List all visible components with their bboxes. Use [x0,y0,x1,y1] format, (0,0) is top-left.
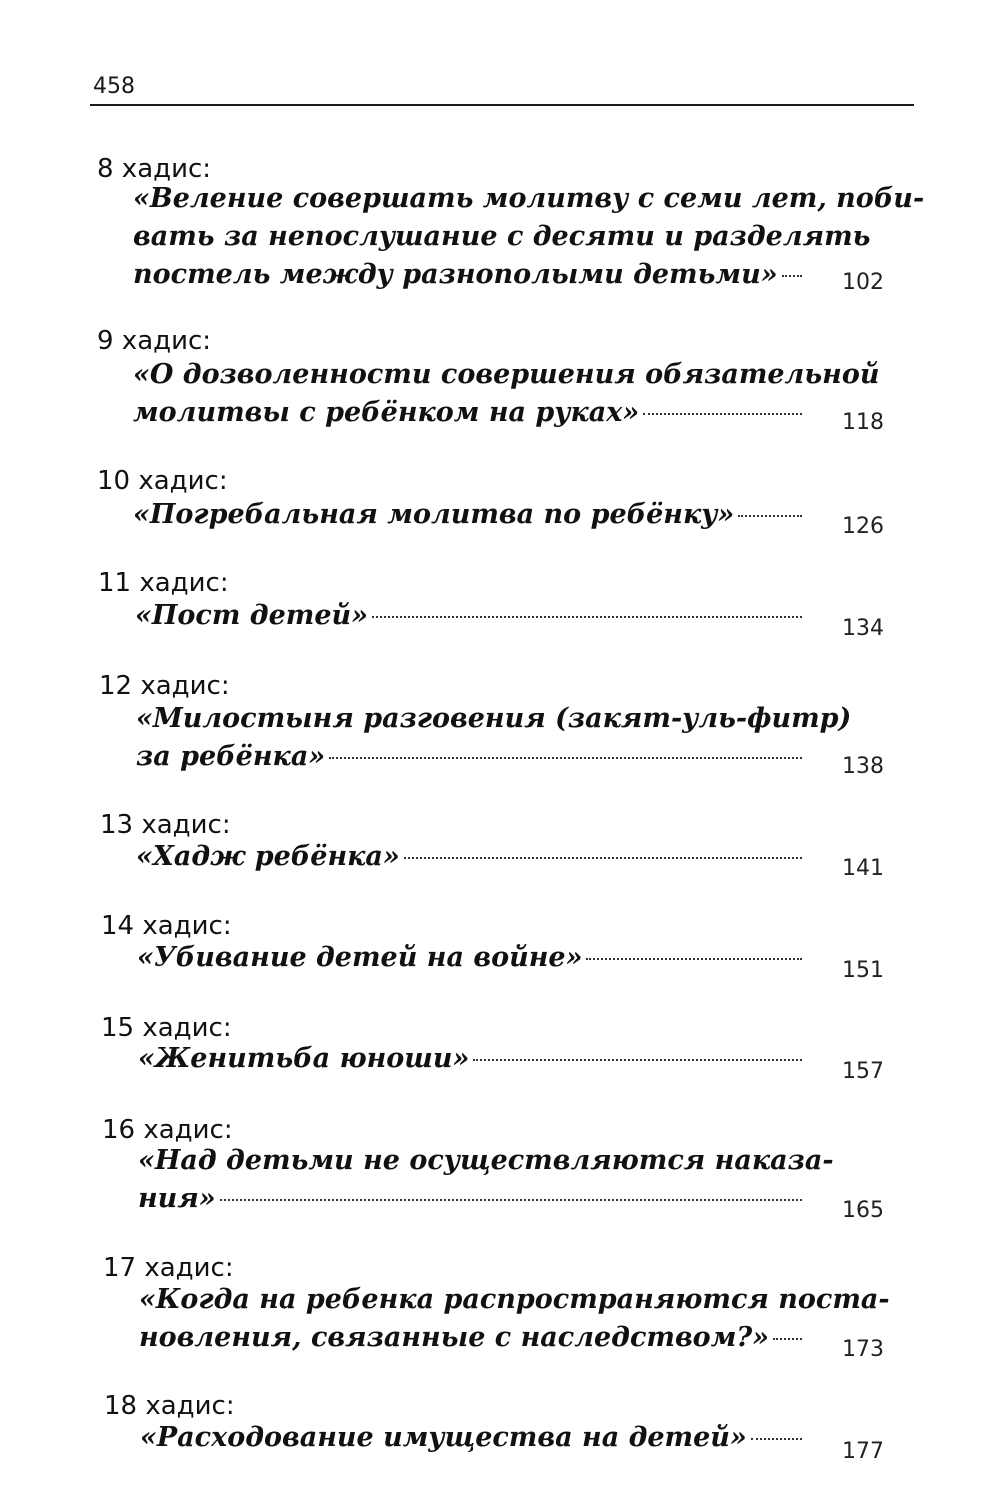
toc-entry-title [138,1040,802,1078]
toc-entry-title-line: «Пост детей» [135,600,369,631]
dot-leader [738,515,802,517]
dot-leader [220,1199,802,1201]
dot-leader [404,857,802,859]
dot-leader [773,1338,802,1340]
dot-leader [643,413,802,415]
toc-entry-title [136,700,852,776]
toc-entry-page-number: 118 [842,410,884,435]
toc-entry-heading: 8 хадис: [97,154,212,184]
toc-entry-title-last-line [140,1419,802,1457]
toc-entry-title-line: за ребёнка» [136,741,326,772]
dot-leader [329,757,802,759]
toc-entry-page-number: 134 [842,616,884,641]
toc-entry-page-number: 151 [842,958,884,983]
toc-entry-heading: 15 хадис: [101,1013,232,1043]
dot-leader [586,958,802,960]
toc-entry-title [136,838,802,876]
toc-entry-heading: 11 хадис: [98,568,229,598]
toc-entry-page-number: 165 [842,1198,884,1223]
toc-entry-title-line: «Хадж ребёнка» [136,841,400,872]
page-number: 458 [93,74,135,99]
toc-entry-title-line: вать за непослушание с десяти и разделять [133,221,871,252]
toc-entry-title-line: «Веление совершать молитву с семи лет, поби- [133,183,925,214]
toc-entry-title-line: «Женитьба юноши» [138,1043,470,1074]
toc-entry-heading: 17 хадис: [103,1253,234,1283]
toc-entry-title-line: ния» [138,1183,216,1214]
dot-leader [782,275,802,277]
toc-entry-heading: 10 хадис: [97,466,228,496]
toc-entry-title-last-line [139,1319,802,1357]
toc-entry-page-number: 138 [842,754,884,779]
dot-leader [473,1059,802,1061]
toc-entry-title-line: «О дозволенности совершения обязательной [133,359,880,390]
toc-entry-title-line: новления, связанные с наследством?» [139,1322,770,1353]
toc-entry-title-last-line [136,838,802,876]
toc-entry-title [133,496,802,534]
toc-entry-title [137,939,802,977]
dot-leader [751,1438,802,1440]
toc-entry-page-number: 177 [842,1439,884,1464]
toc-entry-heading: 14 хадис: [101,911,232,941]
toc-entry-heading: 12 хадис: [99,671,230,701]
toc-entry-title-last-line [137,939,802,977]
toc-entry-page-number: 141 [842,856,884,881]
toc-entry-heading: 16 хадис: [102,1115,233,1145]
toc-entry-title [140,1419,802,1457]
toc-entry-title-last-line [135,597,802,635]
toc-entry-title-last-line [133,394,802,432]
toc-entry-title-line: постель между разнополыми детьми» [133,259,778,290]
toc-entry-page-number: 102 [842,270,884,295]
toc-entry-title-line: молитвы с ребёнком на руках» [133,397,640,428]
toc-entry-title-line: «Милостыня разговения (закят-уль-фитр) [136,703,852,734]
toc-entry-title-last-line [133,256,802,294]
toc-entry-page-number: 157 [842,1059,884,1084]
toc-entry-title-line: «Когда на ребенка распространяются поста- [139,1284,890,1315]
toc-entry-heading: 18 хадис: [104,1391,235,1421]
toc-entry-page-number: 173 [842,1337,884,1362]
toc-entry-title-line: «Над детьми не осуществляются наказа- [138,1145,834,1176]
toc-entry-title-last-line [136,738,802,776]
toc-entry-title-line: «Погребальная молитва по ребёнку» [133,499,735,530]
dot-leader [372,616,802,618]
toc-entry-title-line: «Расходование имущества на детей» [140,1422,747,1453]
toc-entry-title [138,1142,834,1218]
toc-entry-title-last-line [138,1180,802,1218]
toc-entry-page-number: 126 [842,514,884,539]
toc-entry-heading: 13 хадис: [100,810,231,840]
toc-entry-title [135,597,802,635]
toc-entry-heading: 9 хадис: [97,326,212,356]
toc-entry-title-last-line [138,1040,802,1078]
toc-entry-title-last-line [133,496,802,534]
toc-entry-title-line: «Убивание детей на войне» [137,942,583,973]
